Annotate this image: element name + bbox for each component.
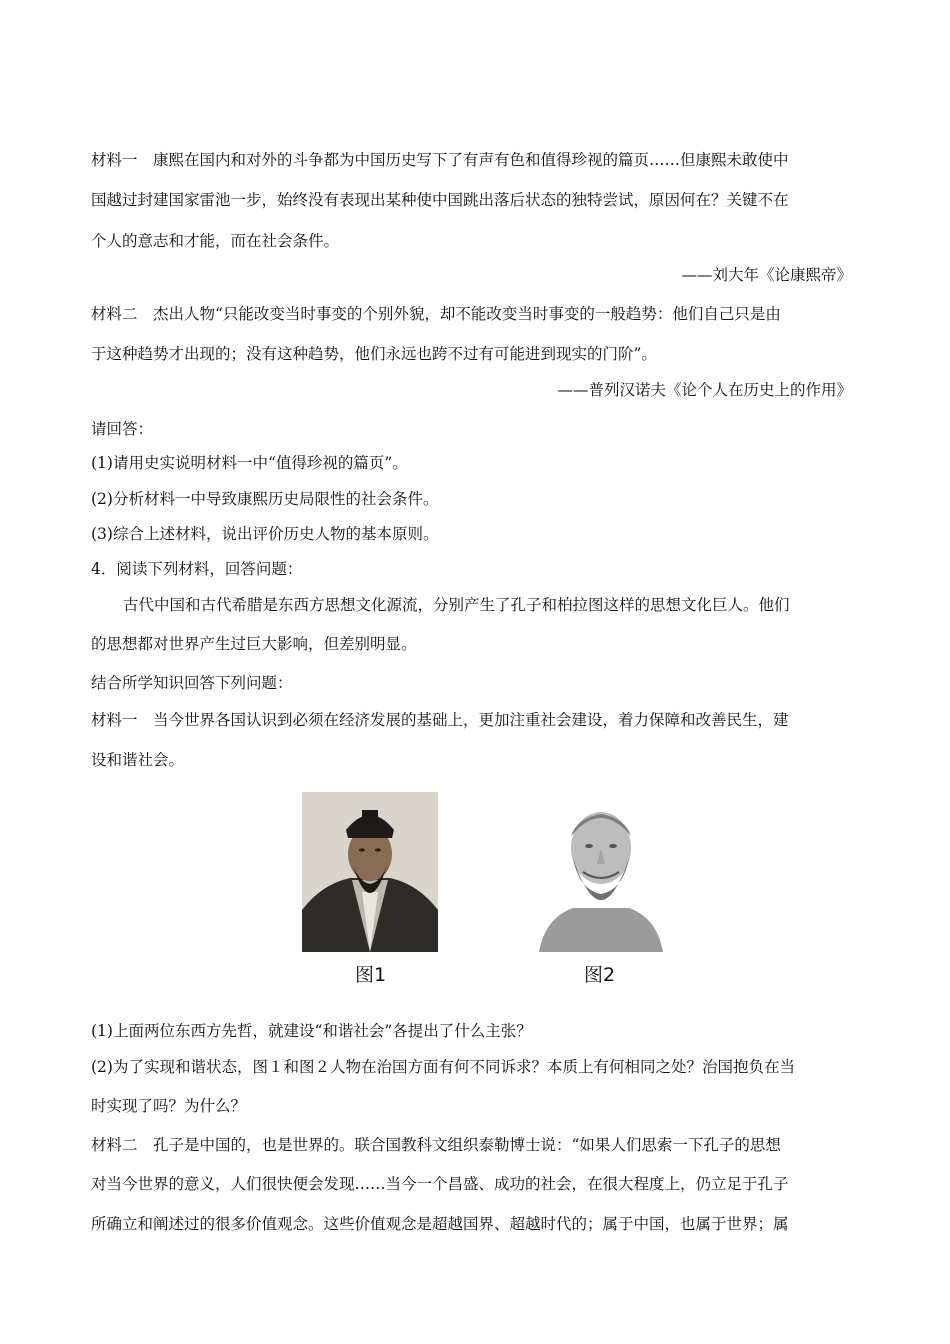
s4-question-2-line2: 时实现了吗？为什么？ bbox=[91, 1097, 247, 1115]
material2-source: ——普列汉诺夫《论个人在历史上的作用》 bbox=[557, 381, 852, 399]
s4-material2-line1: 材料二 孔子是中国的，也是世界的。联合国教科文组织泰勒博士说：“如果人们思索一下孔子的思想 bbox=[91, 1136, 781, 1154]
question-3: (3)综合上述材料，说出评价历史人物的基本原则。 bbox=[91, 525, 439, 543]
intro-line2: 的思想都对世界产生过巨大影响，但差别明显。 bbox=[91, 635, 417, 653]
s4-material1-line2: 设和谐社会。 bbox=[91, 751, 185, 769]
confucius-portrait bbox=[302, 792, 438, 952]
material1-line1: 材料一 康熙在国内和对外的斗争都为中国历史写下了有声有色和值得珍视的篇页……但康熙未敢使中 bbox=[91, 151, 789, 169]
s4-material2-line3: 所确立和阐述过的很多价值观念。这些价值观念是超越国界、超越时代的；属于中国，也属于世界；属 bbox=[91, 1215, 789, 1233]
intro-line1: 古代中国和古代希腊是东西方思想文化源流，分别产生了孔子和柏拉图这样的思想文化巨人。他们 bbox=[123, 596, 790, 614]
figure-1-caption: 图1 bbox=[355, 964, 387, 986]
s4-material1-line1: 材料一 当今世界各国认识到必须在经济发展的基础上，更加注重社会建设，着力保障和改善民生，建 bbox=[91, 711, 789, 729]
material2-line2: 于这种趋势才出现的；没有这种趋势，他们永远也跨不过有可能进到现实的门阶”。 bbox=[91, 345, 657, 363]
material1-line3: 个人的意志和才能，而在社会条件。 bbox=[91, 232, 340, 250]
please-answer: 请回答： bbox=[91, 420, 154, 438]
material1-line2: 国越过封建国家雷池一步，始终没有表现出某种使中国跳出落后状态的独特尝试，原因何在？关键不在 bbox=[91, 191, 789, 209]
figure-2-caption: 图2 bbox=[584, 964, 616, 986]
material1-source: ——刘大年《论康熙帝》 bbox=[681, 266, 852, 284]
section-4-heading: 4．阅读下列材料，回答问题： bbox=[91, 560, 303, 578]
question-2: (2)分析材料一中导致康熙历史局限性的社会条件。 bbox=[91, 490, 439, 508]
s4-material2-line2: 对当今世界的意义，人们很快便会发现……当今一个昌盛、成功的社会，在很大程度上，仍立足于孔子 bbox=[91, 1175, 789, 1193]
s4-question-2-line1: (2)为了实现和谐状态，图１和图２人物在治国方面有何不同诉求？本质上有何相同之处？治国抱负在当 bbox=[91, 1058, 795, 1076]
plato-bust bbox=[533, 792, 669, 952]
question-1: (1)请用史实说明材料一中“值得珍视的篇页”。 bbox=[91, 454, 408, 472]
instruction: 结合所学知识回答下列问题： bbox=[91, 674, 293, 692]
s4-question-1: (1)上面两位东西方先哲，就建设“和谐社会”各提出了什么主张？ bbox=[91, 1022, 532, 1040]
material2-line1: 材料二 杰出人物“只能改变当时事变的个别外貌，却不能改变当时事变的一般趋势：他们自己只是由 bbox=[91, 305, 781, 323]
